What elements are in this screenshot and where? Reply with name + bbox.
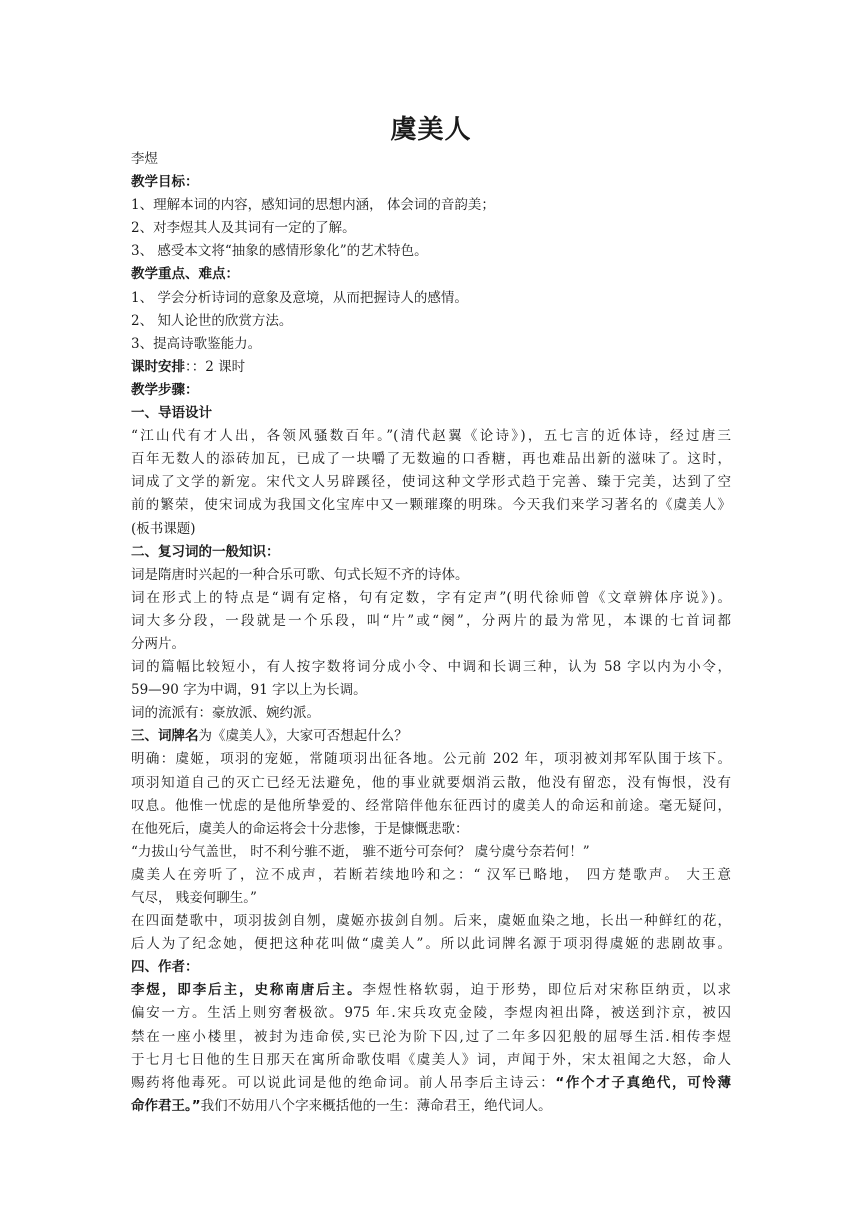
text-segment: 前的繁荣，使宋词成为我国文化宝库中又一颗璀璨的明珠。今天我们来学习著名的《虞美人》 [131,497,731,514]
text-line [131,1072,731,1095]
text-segment: 百年无数人的添砖加瓦，已成了一块嚼了无数遍的口香糖，再也难品出新的滋味了。这时， [131,451,731,468]
text-segment: 1、理解本词的内容，感知词的思想内涵， 体会词的音韵美； [131,197,495,214]
text-segment: 词的篇幅比较短小，有人按字数将词分成小令、中调和长调三种，认为 58 字以内为小令， [131,659,731,676]
text-segment: 叹息。他惟一忧虑的是他所挚爱的、经常陪伴他东征西讨的虞美人的命运和前途。毫无疑问， [131,797,731,814]
text-segment: 3、提高诗歌鉴能力。 [131,335,262,352]
text-line [131,240,731,263]
bold-text: 命作君王。” [131,1097,201,1114]
text-line [131,772,731,795]
text-line [131,633,731,656]
text-segment: “江山代有才人出，各领风骚数百年。”(清代赵翼《论诗》)，五七言的近体诗，经过唐三 [131,428,731,445]
text-line [131,1095,731,1118]
text-line [131,541,731,564]
text-line [131,910,731,933]
text-line [131,471,731,494]
text-segment: 词在形式上的特点是“调有定格，句有定数，字有定声”(明代徐师曾《文章辨体序说》)。 [131,589,731,606]
text-line [131,956,731,979]
text-line [131,702,731,725]
text-segment: 李煜性格软弱，迫于形势，即位后对宋称臣纳贡，以求 [362,982,731,999]
text-line [131,425,731,448]
text-line [131,333,731,356]
text-line [131,194,731,217]
text-segment: 项羽知道自己的灭亡已经无法避免，他的事业就要烟消云散，他没有留恋，没有悔恨，没有 [131,774,731,791]
text-line [131,864,731,887]
text-segment: 词成了文学的新宠。宋代文人另辟蹊径，使词这种文学形式趋于完善、臻于完美，达到了空 [131,474,731,491]
bold-text: 教学步骤： [131,381,199,398]
text-segment: 禁在一座小楼里，被封为违命侯,实已沦为阶下囚,过了二年多囚犯般的屈辱生活.相传李煜 [131,1028,731,1045]
text-line [131,679,731,702]
bold-text: 李煜，即李后主，史称南唐后主。 [131,982,363,999]
text-segment: 为《虞美人》，大家可否想起什么？ [198,728,408,745]
text-segment: 词是隋唐时兴起的一种合乐可歌、句式长短不齐的诗体。 [131,566,469,583]
text-line [131,933,731,956]
text-segment: 2、对李煜其人及其词有一定的了解。 [131,220,356,237]
text-segment: 后人为了纪念她，便把这种花叫做“虞美人”。所以此词牌名源于项羽得虞姬的悲剧故事。 [131,936,731,953]
text-line [131,448,731,471]
document-body [131,148,731,1118]
text-line [131,310,731,333]
bold-text: 教学重点、难点： [131,266,239,283]
text-line [131,1049,731,1072]
text-line [131,1002,731,1025]
text-line [131,587,731,610]
bold-text: 二、复习词的一般知识： [131,543,280,560]
text-line [131,887,731,910]
author-line: 李煜 [131,151,158,167]
text-line [131,287,731,310]
text-line [131,725,731,748]
text-line [131,263,731,286]
text-segment: 明确：虞姬，项羽的宠姬，常随项羽出征各地。公元前 202 年，项羽被刘邦军队围于垓下。 [131,751,731,768]
text-segment: 气尽， 贱妾何聊生。” [131,890,257,906]
text-segment: 虞美人在旁听了，泣不成声，若断若续地吟和之：“ 汉军已略地， 四方楚歌声。 大王意 [131,866,731,883]
text-line [131,1026,731,1049]
text-segment: 1、 学会分析诗词的意象及意境，从而把握诗人的感情。 [131,289,468,306]
text-segment: 赐药将他毒死。可以说此词是他的绝命词。前人吊李后主诗云： [131,1074,556,1091]
bold-text: 一、导语设计 [131,405,212,422]
text-segment: 我们不妨用八个字来概括他的一生：薄命君王，绝代词人。 [200,1097,552,1114]
bold-text: 三、词牌名 [131,728,199,745]
text-line [131,818,731,841]
text-segment: (板书课题) [131,520,196,537]
text-segment: 在四面楚歌中，项羽拔剑自刎，虞姬亦拔剑自刎。后来，虞姬血染之地，长出一种鲜红的花， [131,913,731,930]
text-line [131,356,731,379]
bold-text: 四、作者： [131,959,199,976]
text-line [131,748,731,771]
text-line [131,217,731,240]
document-title: 虞美人 [390,115,472,145]
bold-text: “作个才子真绝代，可怜薄 [555,1074,731,1091]
text-line [131,171,731,194]
text-line [131,841,731,864]
text-line [131,494,731,517]
text-segment: 偏安一方。生活上则穷奢极欲。975 年.宋兵攻克金陵，李煜肉袒出降，被送到汴京，被囚 [131,1005,731,1022]
text-segment: 3、 感受本文将“抽象的感情形象化”的艺术特色。 [131,243,428,260]
text-line [131,610,731,633]
text-segment: 59—90 字为中调，91 字以上为长调。 [131,682,367,699]
text-segment: 词的流派有：豪放派、婉约派。 [131,705,320,722]
text-line [131,979,731,1002]
text-segment: 词大多分段，一段就是一个乐段，叫“片”或“阕”，分两片的最为常见，本课的七首词都 [131,612,731,629]
text-segment: 2、 知人论世的欣赏方法。 [131,312,293,329]
text-line [131,564,731,587]
text-segment: “力拔山兮气盖世， 时不利兮骓不逝， 骓不逝兮可奈何？ 虞兮虞兮奈若何！” [131,843,590,860]
text-segment: 于七月七日他的生日那天在寓所命歌伎唱《虞美人》词，声闻于外，宋太祖闻之大怒，命人 [131,1051,731,1068]
text-line [131,795,731,818]
text-line [131,402,731,425]
text-line [131,518,731,541]
text-segment: 分两片。 [131,635,185,652]
text-line [131,656,731,679]
bold-text: 教学目标： [131,174,199,191]
body-lines [131,171,731,1118]
bold-text: 课时安排 [131,358,185,375]
text-segment: 在他死后，虞美人的命运将会十分悲惨，于是慷慨悲歌： [131,820,469,837]
text-segment: ：：2 课时 [185,358,246,375]
document-page [131,0,731,1118]
text-line [131,379,731,402]
